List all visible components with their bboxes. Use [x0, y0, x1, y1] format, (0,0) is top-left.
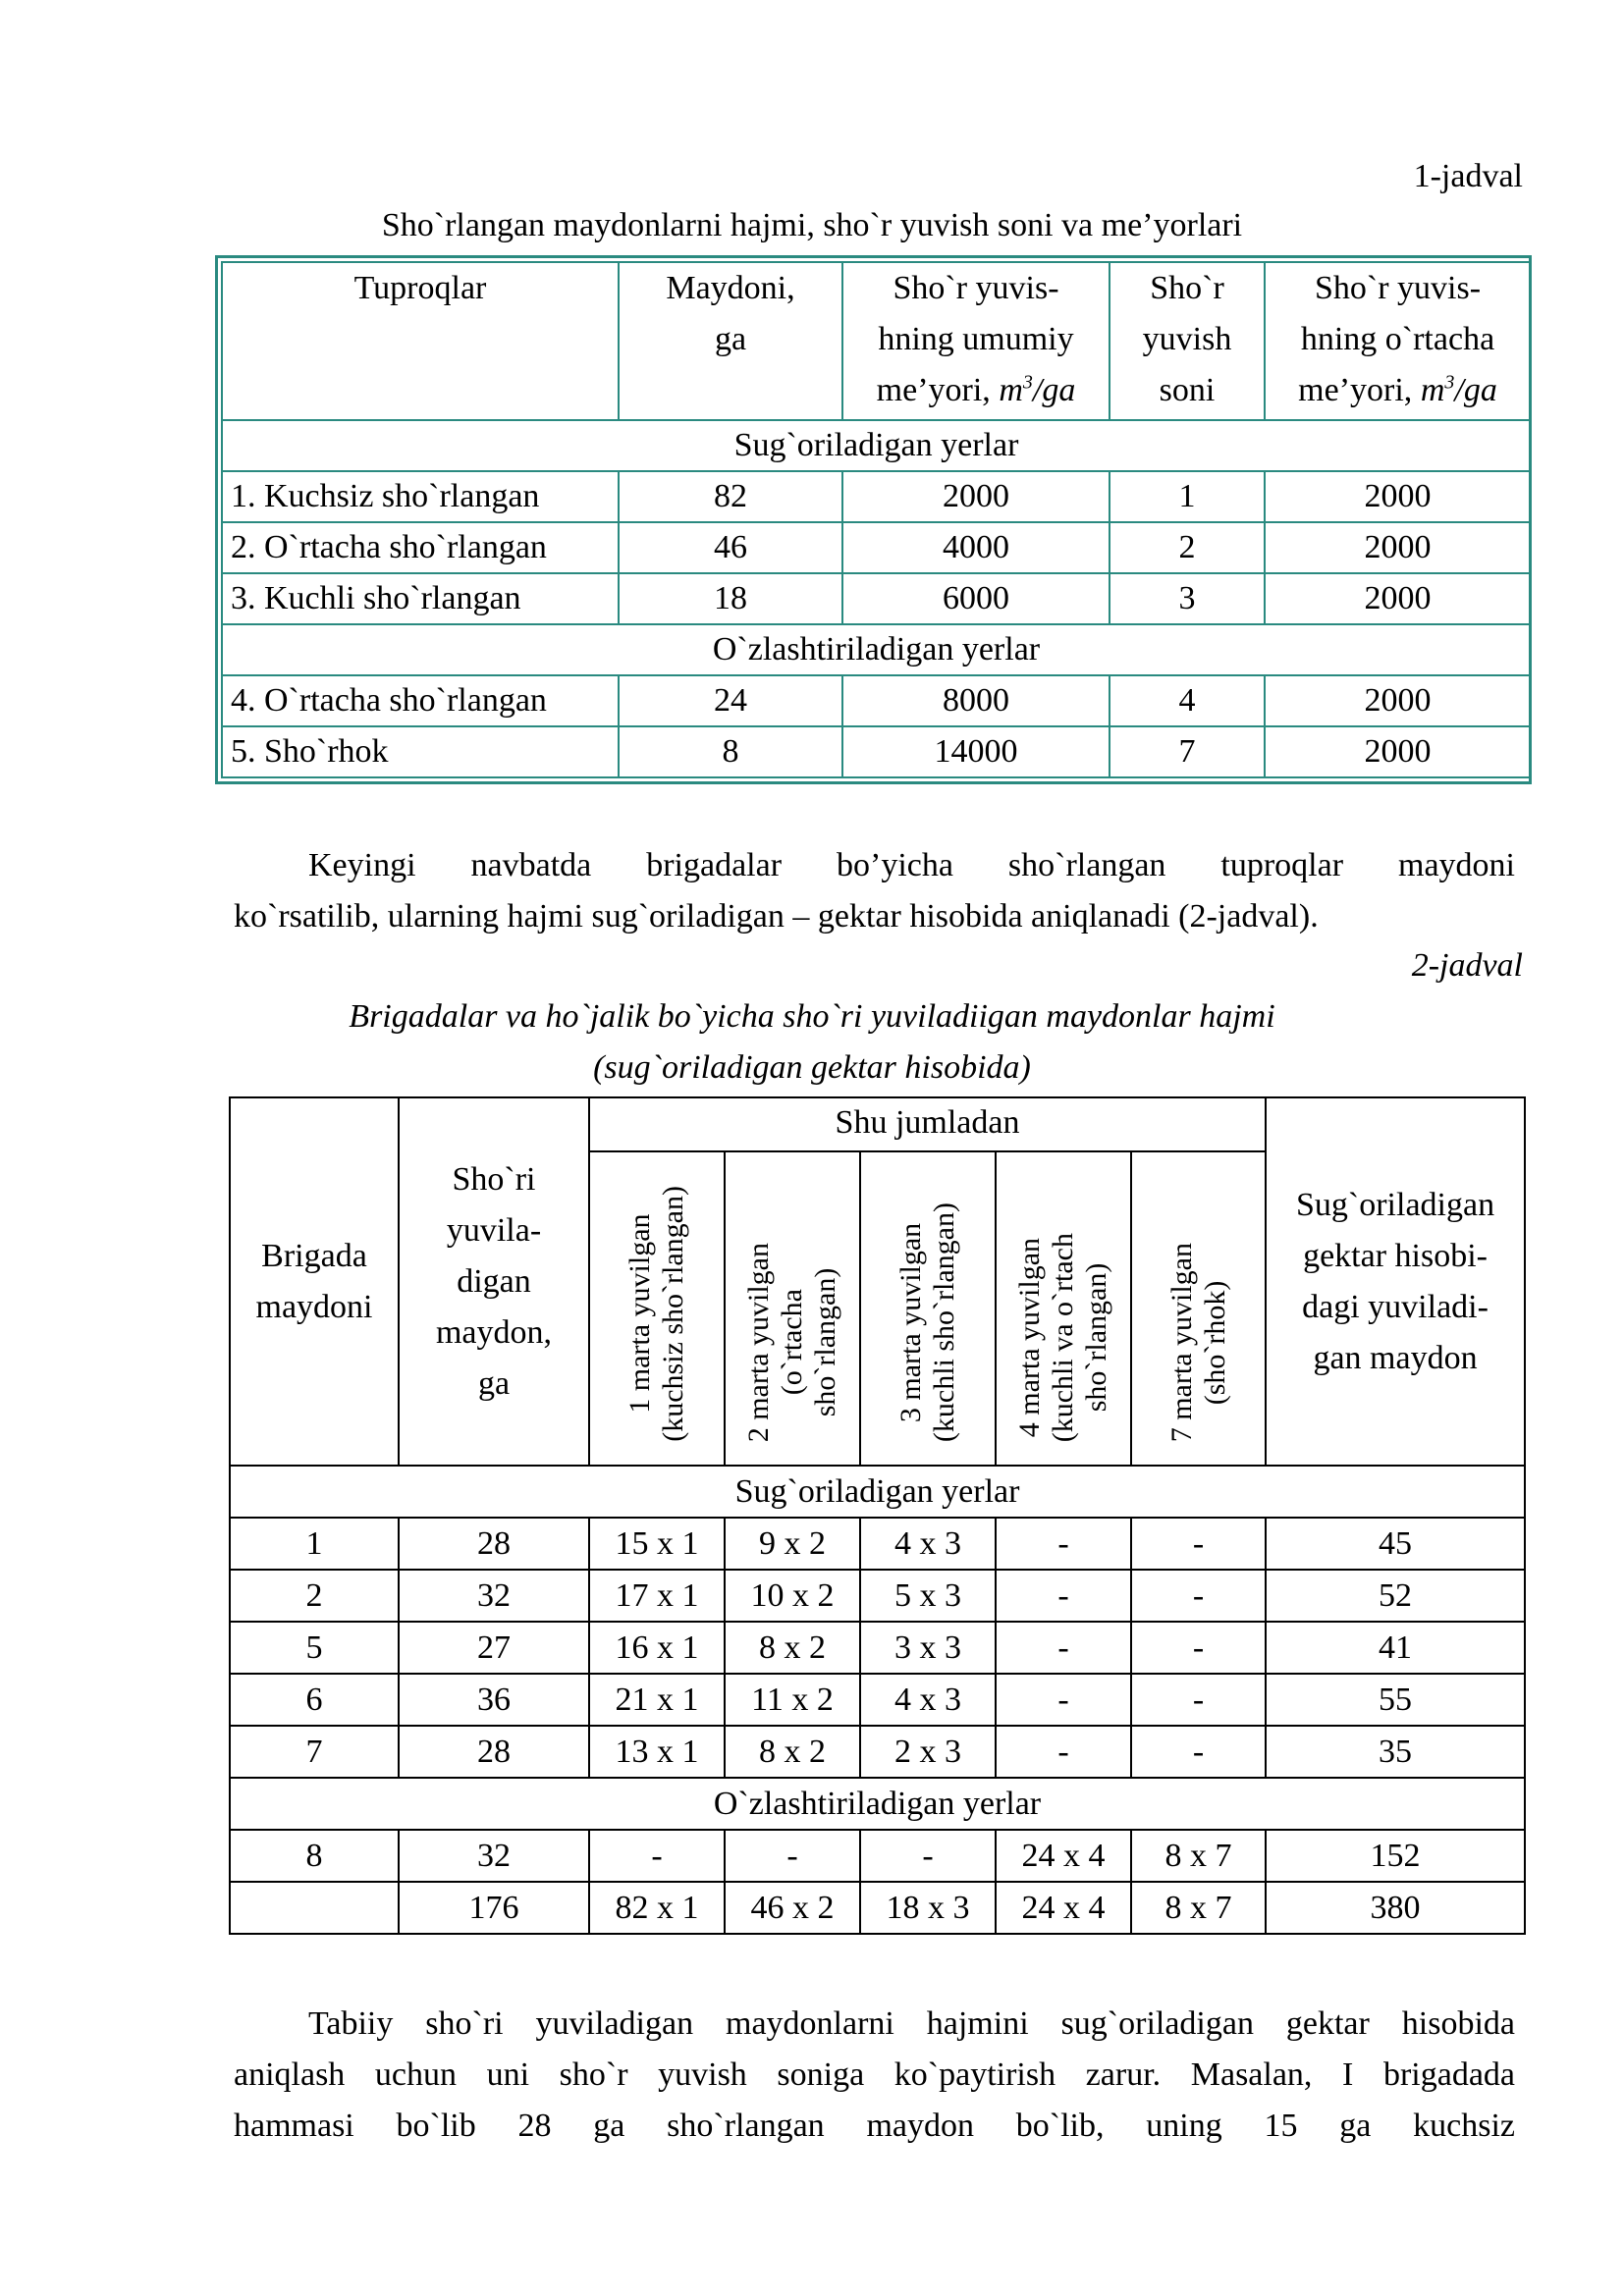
table2-section-row [230, 1466, 1525, 1518]
table2-header-brigade: Brigada maydoni [230, 1097, 399, 1466]
table2-subheader-wash2: 2 marta yuvilgan (o`rtacha sho`rlangan) [725, 1151, 860, 1466]
table2-header-area: Sho`ri yuvila- digan maydon, ga [399, 1097, 589, 1466]
table2-header-irrigated-area: Sug`oriladigan gektar hisobi- dagi yuviladi- gan maydon [1266, 1097, 1525, 1466]
table1-section-developed: O`zlashtiriladigan yerlar [222, 624, 1531, 675]
table2-title-line2: (sug`oriladigan gektar hisobida) [593, 1049, 1031, 1086]
table1-label: 1-jadval [1413, 158, 1523, 194]
table2-row: 2 32 17 x 1 10 x 2 5 x 3 - - 52 [230, 1570, 1525, 1622]
table1-row: 2. O`rtacha sho`rlangan 46 4000 2 2000 [222, 522, 1531, 573]
table1-header-total-norm: Sho`r yuvis- hning umumiy me’yori, $m^3/ga$ [842, 262, 1110, 420]
table1-title: Sho`rlangan maydonlarni hajmi, sho`r yuvish soni va me’yorlari [381, 207, 1243, 243]
table2-section-irrigated: Sug`oriladigan yerlar [230, 1466, 1525, 1518]
table1-header-avg-norm: Sho`r yuvis- hning o`rtacha me’yori, $m^3/ga$ [1265, 262, 1531, 420]
table1-row: 1. Kuchsiz sho`rlangan 82 2000 1 2000 [222, 471, 1531, 522]
table2-subheader-wash1: 1 marta yuvilgan (kuchsiz sho`rlangan) [589, 1151, 725, 1466]
table2-row: 7 28 13 x 1 8 x 2 2 x 3 - - 35 [230, 1726, 1525, 1778]
table1 [221, 261, 1532, 778]
table1-header-area: Maydoni, ga [619, 262, 842, 420]
table2-subheader-wash7: 7 marta yuvilgan (sho`rhok) [1131, 1151, 1266, 1466]
table1-header-soils: Tuproqlar [222, 262, 619, 420]
table2-row: 6 36 21 x 1 11 x 2 4 x 3 - - 55 [230, 1674, 1525, 1726]
table2-header-group: Shu jumladan [589, 1097, 1266, 1151]
table2-subheader-wash4: 4 marta yuvilgan (kuchli va o`rtach sho`rlangan) [996, 1151, 1131, 1466]
paragraph-1: Keyingi navbatda brigadalar bo’yicha sho`rlangan tuproqlar maydoni ko`rsatilib, ularning hajmi sug`oriladigan – gektar hisobida aniqlanadi (2-jadval). [234, 847, 1515, 934]
table2-total-row: 176 82 x 1 46 x 2 18 x 3 24 x 4 8 x 7 380 [230, 1882, 1525, 1934]
table2-section-row [230, 1778, 1525, 1830]
table1-header-row [222, 262, 1531, 420]
paragraph-2: Tabiiy sho`ri yuviladigan maydonlarni hajmini sug`oriladigan gektar hisobida aniqlash uchun uni sho`r yuvish soniga ko`paytirish zarur. Masalan, I brigadada hammasi bo`lib 28 ga sho`rlangan maydon bo`lib, uning 15 ga kuchsiz [234, 2005, 1515, 2144]
table2-label: 2-jadval [1411, 947, 1523, 984]
table2-subheader-wash3: 3 marta yuvilgan (kuchli sho`rlangan) [860, 1151, 996, 1466]
table1-row: 4. O`rtacha sho`rlangan 24 8000 4 2000 [222, 675, 1531, 726]
table1-row: 3. Kuchli sho`rlangan 18 6000 3 2000 [222, 573, 1531, 624]
table1-frame [215, 255, 1532, 784]
table1-section-row [222, 624, 1531, 675]
table2-row: 1 28 15 x 1 9 x 2 4 x 3 - - 45 [230, 1518, 1525, 1570]
table2-row: 8 32 - - - 24 x 4 8 x 7 152 [230, 1830, 1525, 1882]
table2 [229, 1096, 1526, 1935]
table2-row: 5 27 16 x 1 8 x 2 3 x 3 - - 41 [230, 1622, 1525, 1674]
table2-section-developed: O`zlashtiriladigan yerlar [230, 1778, 1525, 1830]
table1-header-wash-count: Sho`r yuvish soni [1110, 262, 1265, 420]
table1-section-irrigated: Sug`oriladigan yerlar [222, 420, 1531, 471]
table2-title-line1: Brigadalar va ho`jalik bo`yicha sho`ri yuviladiigan maydonlar hajmi [349, 998, 1275, 1035]
table1-row: 5. Sho`rhok 8 14000 7 2000 [222, 726, 1531, 777]
table1-section-row [222, 420, 1531, 471]
table2-header-row [230, 1097, 1525, 1151]
